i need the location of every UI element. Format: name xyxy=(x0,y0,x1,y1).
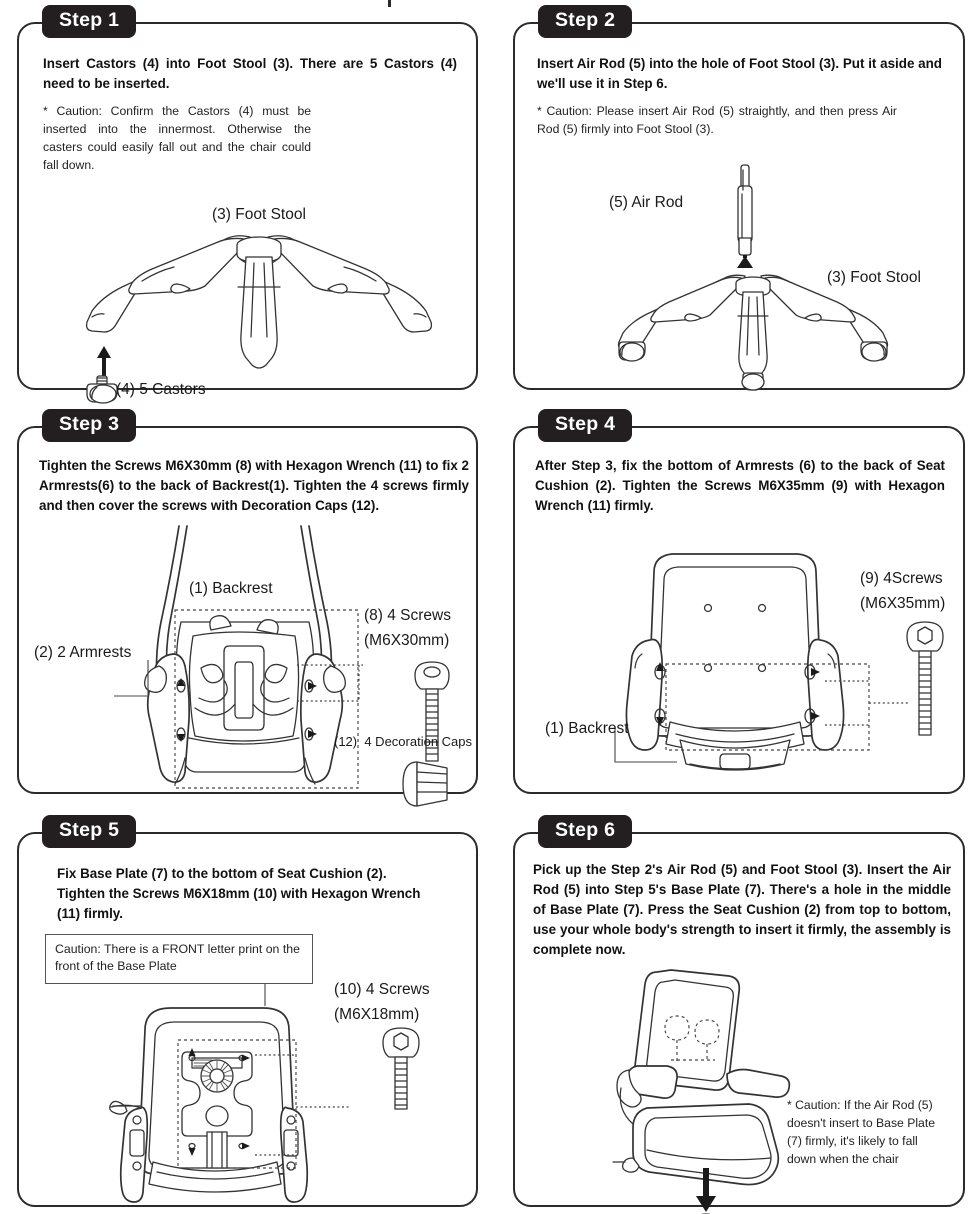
label-screws-title: (8) 4 Screws xyxy=(364,607,451,624)
step-badge-3: Step 3 xyxy=(42,409,136,442)
label-backrest: (1) Backrest xyxy=(189,580,273,597)
label-backrest: (1) Backrest xyxy=(545,720,629,737)
step-5-instruction: Fix Base Plate (7) to the bottom of Seat Cushion (2). Tighten the Screws M6X18mm (10) with Hexagon Wrench (11) firmly. xyxy=(57,866,421,922)
caution-box-leader xyxy=(257,982,273,1008)
decoration-cap-illustration xyxy=(397,758,463,810)
label-foot-stool: (3) Foot Stool xyxy=(212,206,306,223)
step-panel-2 xyxy=(513,9,965,390)
screw-m6x35-illustration xyxy=(901,618,949,740)
air-rod-illustration xyxy=(725,164,765,274)
label-foot-stool: (3) Foot Stool xyxy=(827,269,921,286)
step-badge-4: Step 4 xyxy=(538,409,632,442)
step-2-instruction: Insert Air Rod (5) into the hole of Foot Stool (3). Put it aside and we'll use it in Step 6. xyxy=(537,56,942,92)
step-3-instruction: Tighten the Screws M6X30mm (8) with Hexagon Wrench (11) to fix 2 Armrests(6) to the back of Backrest(1). Tighten the 4 screws firmly and then cover the screws with Decoration Caps (12). xyxy=(39,458,469,514)
step-panel-4 xyxy=(513,413,965,794)
step-2-caution: * Caution: Please insert Air Rod (5) straightly, and then press Air Rod (5) firmly into Foot Stool (3). xyxy=(537,104,897,137)
assembled-chair-illustration xyxy=(603,962,833,1212)
step-5-dashed-callout xyxy=(177,1039,352,1199)
label-decoration-caps: (12) 4 Decoration Caps xyxy=(334,734,473,749)
step-badge-6: Step 6 xyxy=(538,815,632,848)
step-1-caution: * Caution: Confirm the Castors (4) must be inserted into the innermost. Otherwise the casters could easily fall out and the chair could fall down. xyxy=(43,104,311,173)
step-panel-5 xyxy=(17,819,478,1207)
step-badge-1: Step 1 xyxy=(42,5,136,38)
label-screws-size: (M6X35mm) xyxy=(860,595,946,612)
label-screws-size: (M6X30mm) xyxy=(364,632,450,649)
screw-m6x18-illustration xyxy=(377,1024,425,1114)
step-6-caution: * Caution: If the Air Rod (5) doesn't insert to Base Plate (7) firmly, it's likely to fall down when the chair xyxy=(787,1098,935,1167)
label-castors: (4) 5 Castors xyxy=(116,381,206,398)
step-badge-2: Step 2 xyxy=(538,5,632,38)
step-3-leader-lines xyxy=(297,643,407,723)
step-panel-1 xyxy=(17,9,478,398)
step-panel-3 xyxy=(17,413,478,794)
label-screws-size: (M6X18mm) xyxy=(334,1006,420,1023)
step-5-caution-box: Caution: There is a FRONT letter print on the front of the Base Plate xyxy=(45,934,313,984)
foot-stool-with-castors-illustration xyxy=(603,270,903,400)
step-badge-5: Step 5 xyxy=(42,815,136,848)
step-6-instruction: Pick up the Step 2's Air Rod (5) and Foot Stool (3). Insert the Air Rod (5) into Step 5's Base Plate (7). There's a hole in the middle of Base Plate (7). Press the Seat Cushion (2) from top to bottom, use your whole body's strength to insert it firmly, the assembly is complete now. xyxy=(533,862,951,958)
step-4-instruction: After Step 3, fix the bottom of Armrests (6) to the back of Seat Cushion (2). Tighten the Screws M6X35mm (9) with Hexagon Wrench (11) firmly. xyxy=(535,458,945,514)
label-screws-title: (9) 4Screws xyxy=(860,570,943,587)
step-panel-6 xyxy=(513,819,965,1207)
step-4-dashed-callout xyxy=(665,663,910,758)
cropped-header-mark xyxy=(388,0,391,7)
label-screws-title: (10) 4 Screws xyxy=(334,981,430,998)
label-air-rod: (5) Air Rod xyxy=(609,194,684,211)
step-1-instruction: Insert Castors (4) into Foot Stool (3). There are 5 Castors (4) need to be inserted. xyxy=(43,56,457,92)
label-armrests: (2) 2 Armrests xyxy=(34,644,132,661)
